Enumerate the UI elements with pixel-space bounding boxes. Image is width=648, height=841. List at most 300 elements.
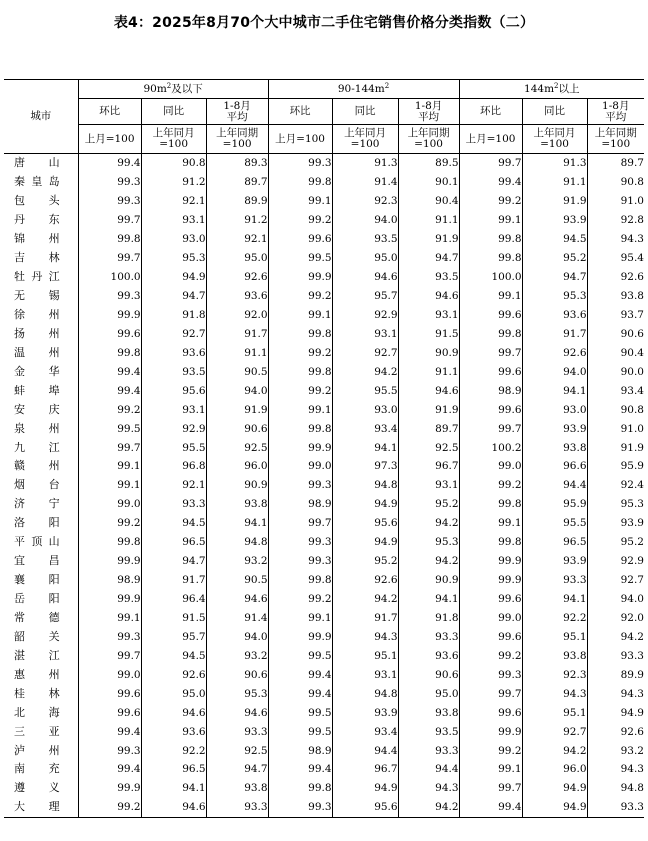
index-value: 93.4 xyxy=(587,381,644,400)
index-value: 91.9 xyxy=(587,438,644,457)
index-value: 99.2 xyxy=(268,211,332,230)
index-value: 99.5 xyxy=(268,646,332,665)
index-value: 96.5 xyxy=(522,533,587,552)
index-value: 92.2 xyxy=(522,609,587,628)
index-value: 94.5 xyxy=(522,230,587,249)
index-value: 92.5 xyxy=(398,438,459,457)
index-value: 93.8 xyxy=(398,703,459,722)
index-value: 93.8 xyxy=(587,287,644,306)
index-value: 99.3 xyxy=(78,741,141,760)
index-value: 93.9 xyxy=(332,703,398,722)
index-value: 95.2 xyxy=(398,495,459,514)
index-value: 89.9 xyxy=(206,192,268,211)
index-value: 90.8 xyxy=(587,173,644,192)
index-value: 93.9 xyxy=(522,552,587,571)
index-value: 93.5 xyxy=(141,362,206,381)
index-value: 93.1 xyxy=(398,306,459,325)
index-value: 94.4 xyxy=(398,760,459,779)
index-value: 99.6 xyxy=(78,324,141,343)
index-value: 93.3 xyxy=(587,798,644,817)
index-value: 95.0 xyxy=(206,249,268,268)
index-value: 99.8 xyxy=(459,495,522,514)
index-value: 99.6 xyxy=(78,703,141,722)
index-value: 92.7 xyxy=(587,571,644,590)
index-value: 89.7 xyxy=(398,419,459,438)
index-value: 99.1 xyxy=(459,211,522,230)
index-value: 99.9 xyxy=(78,590,141,609)
city-name: 包头 xyxy=(14,194,60,208)
index-value: 99.5 xyxy=(268,722,332,741)
index-value: 89.9 xyxy=(587,665,644,684)
index-value: 92.4 xyxy=(587,476,644,495)
index-value: 90.6 xyxy=(587,324,644,343)
index-value: 94.8 xyxy=(587,779,644,798)
index-value: 99.2 xyxy=(268,381,332,400)
index-value: 95.2 xyxy=(587,533,644,552)
index-value: 92.6 xyxy=(587,268,644,287)
index-value: 95.3 xyxy=(206,684,268,703)
base-header-mom: 上月=100 xyxy=(268,125,332,154)
index-value: 93.1 xyxy=(332,665,398,684)
index-value: 92.5 xyxy=(206,741,268,760)
table-row xyxy=(4,684,644,703)
index-value: 99.1 xyxy=(459,514,522,533)
index-value: 99.6 xyxy=(459,306,522,325)
table-row xyxy=(4,268,644,287)
index-value: 92.3 xyxy=(522,665,587,684)
index-value: 93.6 xyxy=(522,306,587,325)
index-value: 94.9 xyxy=(587,703,644,722)
index-value: 90.9 xyxy=(206,476,268,495)
index-value: 94.1 xyxy=(141,779,206,798)
index-value: 91.3 xyxy=(332,154,398,173)
index-value: 95.5 xyxy=(522,514,587,533)
index-value: 92.3 xyxy=(332,192,398,211)
table-row xyxy=(4,476,644,495)
index-value: 99.8 xyxy=(268,571,332,590)
index-value: 91.7 xyxy=(332,609,398,628)
index-value: 98.9 xyxy=(78,571,141,590)
index-value: 94.1 xyxy=(398,590,459,609)
index-value: 96.8 xyxy=(141,457,206,476)
index-value: 91.1 xyxy=(206,343,268,362)
index-value: 99.8 xyxy=(78,533,141,552)
index-value: 95.7 xyxy=(141,627,206,646)
table-row xyxy=(4,495,644,514)
index-value: 94.2 xyxy=(332,590,398,609)
index-value: 99.7 xyxy=(268,514,332,533)
index-value: 90.5 xyxy=(206,571,268,590)
table-row xyxy=(4,230,644,249)
city-name: 安庆 xyxy=(14,402,60,416)
index-value: 92.7 xyxy=(522,722,587,741)
index-value: 92.9 xyxy=(141,419,206,438)
index-value: 93.2 xyxy=(587,741,644,760)
index-value: 95.3 xyxy=(141,249,206,268)
city-name: 扬州 xyxy=(14,326,60,340)
table-row xyxy=(4,249,644,268)
index-value: 95.6 xyxy=(332,514,398,533)
index-value: 90.0 xyxy=(587,362,644,381)
city-name: 无锡 xyxy=(14,289,60,303)
index-value: 95.1 xyxy=(522,703,587,722)
index-value: 99.8 xyxy=(459,230,522,249)
index-value: 96.0 xyxy=(206,457,268,476)
city-name: 韶关 xyxy=(14,629,60,643)
table-row xyxy=(4,590,644,609)
index-value: 99.1 xyxy=(268,609,332,628)
table-row xyxy=(4,798,644,817)
index-value: 99.1 xyxy=(78,609,141,628)
index-value: 93.5 xyxy=(398,722,459,741)
index-value: 99.9 xyxy=(268,438,332,457)
index-value: 99.5 xyxy=(78,419,141,438)
index-value: 96.7 xyxy=(398,457,459,476)
base-header-mom: 上月=100 xyxy=(459,125,522,154)
index-value: 91.8 xyxy=(398,609,459,628)
index-value: 94.3 xyxy=(522,684,587,703)
index-value: 99.6 xyxy=(459,590,522,609)
index-value: 94.7 xyxy=(522,268,587,287)
index-value: 99.4 xyxy=(268,665,332,684)
table-row xyxy=(4,779,644,798)
index-value: 99.3 xyxy=(268,798,332,817)
index-value: 90.6 xyxy=(206,665,268,684)
city-name: 三亚 xyxy=(14,724,60,738)
index-value: 99.0 xyxy=(78,495,141,514)
index-value: 93.1 xyxy=(398,476,459,495)
index-value: 91.7 xyxy=(206,324,268,343)
index-value: 94.0 xyxy=(332,211,398,230)
index-value: 89.5 xyxy=(398,154,459,173)
index-value: 95.2 xyxy=(522,249,587,268)
index-value: 93.8 xyxy=(522,438,587,457)
index-value: 94.1 xyxy=(332,438,398,457)
city-name: 常德 xyxy=(14,610,60,624)
index-value: 94.6 xyxy=(206,590,268,609)
city-name: 惠州 xyxy=(14,667,60,681)
index-value: 94.5 xyxy=(141,646,206,665)
table-row xyxy=(4,381,644,400)
index-value: 93.2 xyxy=(206,552,268,571)
index-value: 99.3 xyxy=(78,627,141,646)
index-value: 99.8 xyxy=(78,343,141,362)
index-value: 94.3 xyxy=(587,684,644,703)
index-value: 94.9 xyxy=(332,779,398,798)
subheader-mom: 环比 xyxy=(459,99,522,125)
index-value: 91.9 xyxy=(398,400,459,419)
index-value: 91.7 xyxy=(141,571,206,590)
index-value: 95.1 xyxy=(332,646,398,665)
index-value: 94.0 xyxy=(206,627,268,646)
index-value: 91.9 xyxy=(522,192,587,211)
index-value: 94.2 xyxy=(398,552,459,571)
index-value: 99.1 xyxy=(459,760,522,779)
index-value: 99.8 xyxy=(268,324,332,343)
city-name: 丹东 xyxy=(14,213,60,227)
index-value: 98.9 xyxy=(459,381,522,400)
index-value: 99.2 xyxy=(268,590,332,609)
index-value: 99.7 xyxy=(459,154,522,173)
index-value: 91.7 xyxy=(522,324,587,343)
table-row xyxy=(4,514,644,533)
index-value: 100.2 xyxy=(459,438,522,457)
index-value: 94.7 xyxy=(141,287,206,306)
index-value: 92.0 xyxy=(206,306,268,325)
subheader-avg: 1-8月 平均 xyxy=(398,99,459,125)
index-value: 95.0 xyxy=(398,684,459,703)
index-value: 94.0 xyxy=(522,362,587,381)
index-value: 94.4 xyxy=(522,476,587,495)
index-value: 95.5 xyxy=(332,381,398,400)
index-value: 95.4 xyxy=(587,249,644,268)
index-value: 99.6 xyxy=(268,230,332,249)
index-value: 89.3 xyxy=(206,154,268,173)
index-value: 96.5 xyxy=(141,760,206,779)
index-value: 98.9 xyxy=(268,495,332,514)
base-header-avg: 上年同期 =100 xyxy=(206,125,268,154)
index-value: 99.3 xyxy=(268,533,332,552)
table-row xyxy=(4,154,644,173)
index-value: 90.1 xyxy=(398,173,459,192)
table-row xyxy=(4,173,644,192)
index-value: 94.8 xyxy=(332,684,398,703)
index-value: 98.9 xyxy=(268,741,332,760)
index-value: 91.4 xyxy=(332,173,398,192)
city-name: 牡丹江 xyxy=(14,270,60,284)
index-value: 92.7 xyxy=(332,343,398,362)
index-value: 94.3 xyxy=(398,779,459,798)
index-value: 95.3 xyxy=(522,287,587,306)
city-name: 大理 xyxy=(4,798,78,817)
index-value: 94.9 xyxy=(332,495,398,514)
index-value: 99.2 xyxy=(78,400,141,419)
index-value: 99.2 xyxy=(78,798,141,817)
index-value: 91.3 xyxy=(522,154,587,173)
group-header-144-above: $144m^2$以上 xyxy=(459,80,644,99)
index-value: 91.1 xyxy=(522,173,587,192)
city-name: 锦州 xyxy=(14,232,60,246)
base-header-yoy: 上年同月 =100 xyxy=(332,125,398,154)
subheader-avg: 1-8月 平均 xyxy=(587,99,644,125)
index-value: 95.2 xyxy=(332,552,398,571)
index-value: 99.9 xyxy=(459,722,522,741)
index-value: 91.5 xyxy=(141,609,206,628)
index-value: 92.6 xyxy=(141,665,206,684)
index-value: 94.8 xyxy=(206,533,268,552)
table-row xyxy=(4,343,644,362)
index-value: 93.5 xyxy=(332,230,398,249)
index-value: 92.8 xyxy=(587,211,644,230)
index-value: 99.3 xyxy=(268,552,332,571)
index-value: 96.6 xyxy=(522,457,587,476)
index-value: 90.8 xyxy=(587,400,644,419)
index-value: 90.6 xyxy=(398,665,459,684)
index-value: 93.3 xyxy=(587,646,644,665)
index-value: 96.4 xyxy=(141,590,206,609)
table-row xyxy=(4,552,644,571)
index-value: 91.9 xyxy=(206,400,268,419)
index-value: 96.7 xyxy=(332,760,398,779)
index-value: 95.6 xyxy=(141,381,206,400)
index-value: 95.0 xyxy=(332,249,398,268)
index-value: 99.5 xyxy=(268,249,332,268)
index-value: 93.0 xyxy=(522,400,587,419)
index-value: 99.4 xyxy=(459,173,522,192)
index-value: 93.8 xyxy=(206,495,268,514)
base-header-yoy: 上年同月 =100 xyxy=(141,125,206,154)
index-value: 93.4 xyxy=(332,419,398,438)
index-value: 92.6 xyxy=(206,268,268,287)
index-value: 90.4 xyxy=(398,192,459,211)
index-value: 90.4 xyxy=(587,343,644,362)
city-name: 遵义 xyxy=(14,781,60,795)
index-value: 92.1 xyxy=(141,192,206,211)
index-value: 92.6 xyxy=(522,343,587,362)
index-value: 99.2 xyxy=(459,476,522,495)
index-value: 94.0 xyxy=(206,381,268,400)
index-value: 94.3 xyxy=(332,627,398,646)
index-value: 94.2 xyxy=(332,362,398,381)
index-value: 90.8 xyxy=(141,154,206,173)
index-value: 91.2 xyxy=(206,211,268,230)
index-value: 94.8 xyxy=(332,476,398,495)
index-value: 99.1 xyxy=(268,400,332,419)
index-value: 93.6 xyxy=(141,343,206,362)
index-value: 94.2 xyxy=(398,514,459,533)
index-value: 99.9 xyxy=(78,306,141,325)
index-value: 91.0 xyxy=(587,192,644,211)
index-value: 99.6 xyxy=(459,400,522,419)
index-value: 91.2 xyxy=(141,173,206,192)
table-row xyxy=(4,287,644,306)
city-column-header: 城市 xyxy=(4,80,78,154)
index-value: 93.6 xyxy=(398,646,459,665)
table-row xyxy=(4,665,644,684)
table-row xyxy=(4,457,644,476)
index-value: 94.6 xyxy=(141,703,206,722)
index-value: 92.6 xyxy=(332,571,398,590)
index-value: 92.0 xyxy=(587,609,644,628)
index-value: 93.8 xyxy=(522,646,587,665)
index-value: 94.6 xyxy=(398,287,459,306)
city-name: 吉林 xyxy=(14,251,60,265)
city-name: 徐州 xyxy=(14,307,60,321)
index-value: 95.5 xyxy=(141,438,206,457)
index-value: 99.9 xyxy=(459,571,522,590)
index-value: 99.4 xyxy=(78,154,141,173)
index-value: 95.3 xyxy=(398,533,459,552)
index-value: 94.6 xyxy=(206,703,268,722)
index-value: 90.9 xyxy=(398,571,459,590)
index-value: 99.0 xyxy=(459,457,522,476)
index-value: 96.0 xyxy=(522,760,587,779)
index-value: 99.7 xyxy=(459,343,522,362)
city-name: 泸州 xyxy=(14,743,60,757)
index-value: 99.6 xyxy=(78,684,141,703)
index-value: 92.2 xyxy=(141,741,206,760)
index-value: 99.4 xyxy=(78,362,141,381)
index-value: 99.9 xyxy=(268,268,332,287)
index-value: 94.2 xyxy=(398,798,459,817)
subheader-yoy: 同比 xyxy=(141,99,206,125)
city-name: 宜昌 xyxy=(14,554,60,568)
index-value: 91.1 xyxy=(398,211,459,230)
city-name: 岳阳 xyxy=(14,592,60,606)
city-name: 蚌埠 xyxy=(14,383,60,397)
index-value: 94.6 xyxy=(141,798,206,817)
index-value: 99.2 xyxy=(459,741,522,760)
index-value: 99.9 xyxy=(459,552,522,571)
index-value: 99.8 xyxy=(268,779,332,798)
index-value: 92.5 xyxy=(206,438,268,457)
index-value: 99.7 xyxy=(459,684,522,703)
index-value: 93.2 xyxy=(206,646,268,665)
index-value: 90.6 xyxy=(206,419,268,438)
table-row xyxy=(4,438,644,457)
index-value: 99.8 xyxy=(459,249,522,268)
city-name: 襄阳 xyxy=(14,573,60,587)
table-row xyxy=(4,760,644,779)
index-value: 99.3 xyxy=(78,287,141,306)
base-header-avg: 上年同期 =100 xyxy=(587,125,644,154)
index-value: 93.1 xyxy=(141,211,206,230)
index-value: 93.3 xyxy=(398,741,459,760)
index-value: 99.8 xyxy=(268,362,332,381)
index-value: 91.4 xyxy=(206,609,268,628)
index-value: 95.9 xyxy=(587,457,644,476)
city-name: 洛阳 xyxy=(14,516,60,530)
index-value: 93.5 xyxy=(398,268,459,287)
index-value: 100.0 xyxy=(459,268,522,287)
index-value: 94.3 xyxy=(587,760,644,779)
table-row xyxy=(4,741,644,760)
index-value: 99.7 xyxy=(78,646,141,665)
index-value: 94.2 xyxy=(522,741,587,760)
table-row xyxy=(4,609,644,628)
index-value: 94.1 xyxy=(522,381,587,400)
index-value: 96.5 xyxy=(141,533,206,552)
index-value: 92.6 xyxy=(587,722,644,741)
table-row xyxy=(4,400,644,419)
index-value: 94.6 xyxy=(332,268,398,287)
table-row xyxy=(4,306,644,325)
index-value: 99.3 xyxy=(78,173,141,192)
index-value: 93.4 xyxy=(332,722,398,741)
index-value: 90.5 xyxy=(206,362,268,381)
index-value: 92.9 xyxy=(587,552,644,571)
index-value: 99.7 xyxy=(459,419,522,438)
index-value: 94.6 xyxy=(398,381,459,400)
index-value: 94.7 xyxy=(206,760,268,779)
index-value: 91.9 xyxy=(398,230,459,249)
index-value: 94.5 xyxy=(141,514,206,533)
index-value: 99.3 xyxy=(459,665,522,684)
index-value: 99.2 xyxy=(459,192,522,211)
index-value: 99.3 xyxy=(268,476,332,495)
index-value: 99.8 xyxy=(268,419,332,438)
index-value: 100.0 xyxy=(78,268,141,287)
index-value: 99.7 xyxy=(78,249,141,268)
index-value: 99.0 xyxy=(78,665,141,684)
index-value: 93.0 xyxy=(332,400,398,419)
index-value: 99.6 xyxy=(459,362,522,381)
city-name: 温州 xyxy=(14,345,60,359)
group-header-90-below: $90m^2$及以下 xyxy=(78,80,268,99)
subheader-yoy: 同比 xyxy=(332,99,398,125)
table-row xyxy=(4,646,644,665)
index-value: 99.9 xyxy=(78,552,141,571)
